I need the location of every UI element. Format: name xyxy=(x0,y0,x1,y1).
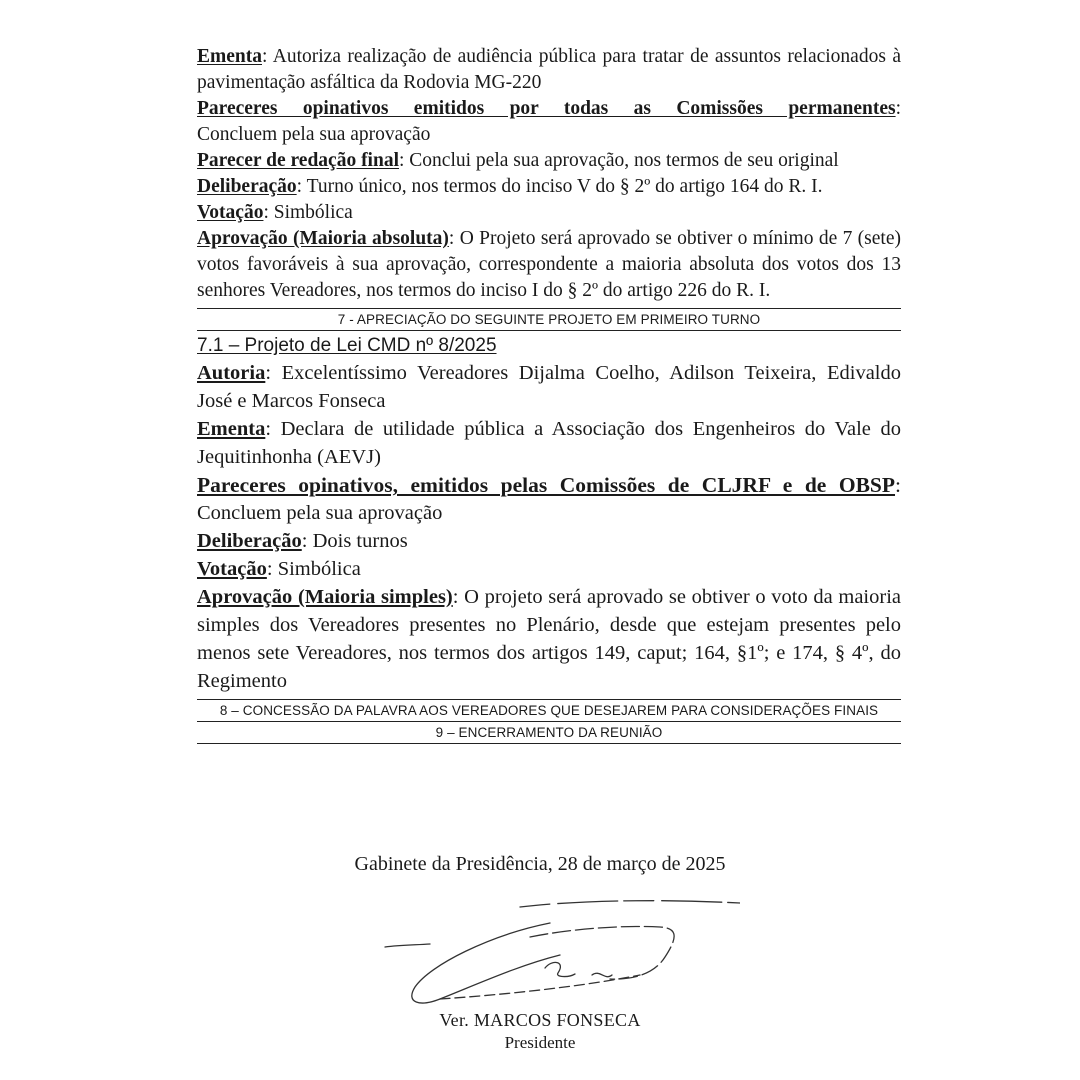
prev-redacao: Parecer de redação final: Conclui pela sua aprovação, nos termos de seu original xyxy=(197,150,839,171)
prev-deliberacao-text: Turno único, nos termos do inciso V do § 2º do artigo 164 do R. I. xyxy=(306,176,823,197)
s7-votacao-text: Simbólica xyxy=(277,558,361,580)
s7-ementa: Ementa: Declara de utilidade pública a Associação dos Engenheiros do Vale do Jequitinhonha (AEVJ) xyxy=(197,418,901,468)
prev-ementa: Ementa: Autoriza realização de audiência pública para tratar de assuntos relacionados à pavimentação asfáltica da Rodovia MG-220 xyxy=(197,46,901,93)
divider xyxy=(197,330,901,331)
prev-redacao-label: Parecer de redação final xyxy=(197,150,399,171)
prev-votacao: Votação: Simbólica xyxy=(197,202,353,223)
prev-aprovacao: Aprovação (Maioria absoluta): O Projeto será aprovado se obtiver o mínimo de 7 (sete) votos favoráveis à sua aprovação, correspondente a maioria absoluta dos votos dos 13 senhores Vereadores, nos termos do inciso I do § 2º do artigo 226 do R. I. xyxy=(197,228,901,301)
prev-aprovacao-label: Aprovação (Maioria absoluta) xyxy=(197,228,449,249)
s7-deliberacao-label: Deliberação xyxy=(197,530,302,552)
prev-deliberacao-label: Deliberação xyxy=(197,176,297,197)
prev-pareceres-text: Concluem pela sua aprovação xyxy=(197,124,431,145)
s7-ementa-label: Ementa xyxy=(197,418,266,440)
section7-heading: 7 - APRECIAÇÃO DO SEGUINTE PROJETO EM PRIMEIRO TURNO xyxy=(337,312,761,327)
prev-pareceres: Pareceres opinativos emitidos por todas as Comissões permanentes: xyxy=(197,98,901,119)
signer-role: Presidente xyxy=(504,1033,576,1052)
s7-aprovacao: Aprovação (Maioria simples): O projeto será aprovado se obtiver o voto da maioria simples dos Vereadores presentes no Plenário, desde que estejam presentes pelo menos sete Vereadores, nos termos dos artigos 149, caput; 164, §1º; e 174, § 4º, do Regimento xyxy=(197,586,901,692)
s7-autoria: Autoria: Excelentíssimo Vereadores Dijalma Coelho, Adilson Teixeira, Edivaldo José e Marcos Fonseca xyxy=(197,362,902,412)
s7-pareceres-label: Pareceres opinativos, emitidos pelas Comissões de CLJRF e de OBSP xyxy=(197,473,896,497)
prev-votacao-text: Simbólica xyxy=(273,202,353,223)
s7-deliberacao-text: Dois turnos xyxy=(312,530,408,552)
signer-name: Ver. MARCOS FONSECA xyxy=(439,1010,641,1030)
prev-ementa-text: Autoriza realização de audiência pública para tratar de assuntos relacionados à pavimentação asfáltica da Rodovia MG-220 xyxy=(197,46,901,93)
signature xyxy=(380,895,740,1025)
prev-aprovacao-text: O Projeto será aprovado se obtiver o mínimo de 7 (sete) votos favoráveis à sua aprovação, correspondente a maioria absoluta dos votos dos 13 senhores Vereadores, nos termos do inciso I do § 2º do artigo 226 do R. I. xyxy=(197,228,901,301)
prev-votacao-label: Votação xyxy=(197,202,264,223)
place-date: Gabinete da Presidência, 28 de março de 2025 xyxy=(354,853,726,875)
s7-aprovacao-text: O projeto será aprovado se obtiver o voto da maioria simples dos Vereadores presentes no Plenário, desde que estejam presentes pelo menos sete Vereadores, nos termos dos artigos 149, caput; 164, §1º; e 174, § 4º, do Regimento xyxy=(197,586,901,692)
s7-autoria-text: Excelentíssimo Vereadores Dijalma Coelho, Adilson Teixeira, Edivaldo José e Marcos Fonseca xyxy=(197,362,902,412)
s7-pareceres: Pareceres opinativos, emitidos pelas Comissões de CLJRF e de OBSP: xyxy=(197,473,901,497)
section9-heading: 9 – ENCERRAMENTO DA REUNIÃO xyxy=(435,725,663,740)
prev-deliberacao: Deliberação: Turno único, nos termos do inciso V do § 2º do artigo 164 do R. I. xyxy=(197,176,823,197)
prev-pareceres-label: Pareceres opinativos emitidos por todas as Comissões permanentes xyxy=(197,98,896,119)
prev-ementa-label: Ementa xyxy=(197,46,262,67)
section8-heading: 8 – CONCESSÃO DA PALAVRA AOS VEREADORES QUE DESEJAREM PARA CONSIDERAÇÕES FINAIS xyxy=(219,703,879,718)
document-body xyxy=(197,44,901,744)
s7-autoria-label: Autoria xyxy=(197,362,266,384)
divider xyxy=(197,743,901,744)
s7-deliberacao: Deliberação: Dois turnos xyxy=(197,530,408,552)
s7-votacao-label: Votação xyxy=(197,558,267,580)
s7-votacao: Votação: Simbólica xyxy=(197,558,361,580)
s7-aprovacao-label: Aprovação (Maioria simples) xyxy=(197,586,453,608)
project-title: 7.1 – Projeto de Lei CMD nº 8/2025 xyxy=(197,335,497,356)
s7-pareceres-text: Concluem pela sua aprovação xyxy=(197,502,443,524)
prev-redacao-text: Conclui pela sua aprovação, nos termos de seu original xyxy=(409,150,839,171)
s7-ementa-text: Declara de utilidade pública a Associação dos Engenheiros do Vale do Jequitinhonha (AEVJ) xyxy=(197,418,901,468)
